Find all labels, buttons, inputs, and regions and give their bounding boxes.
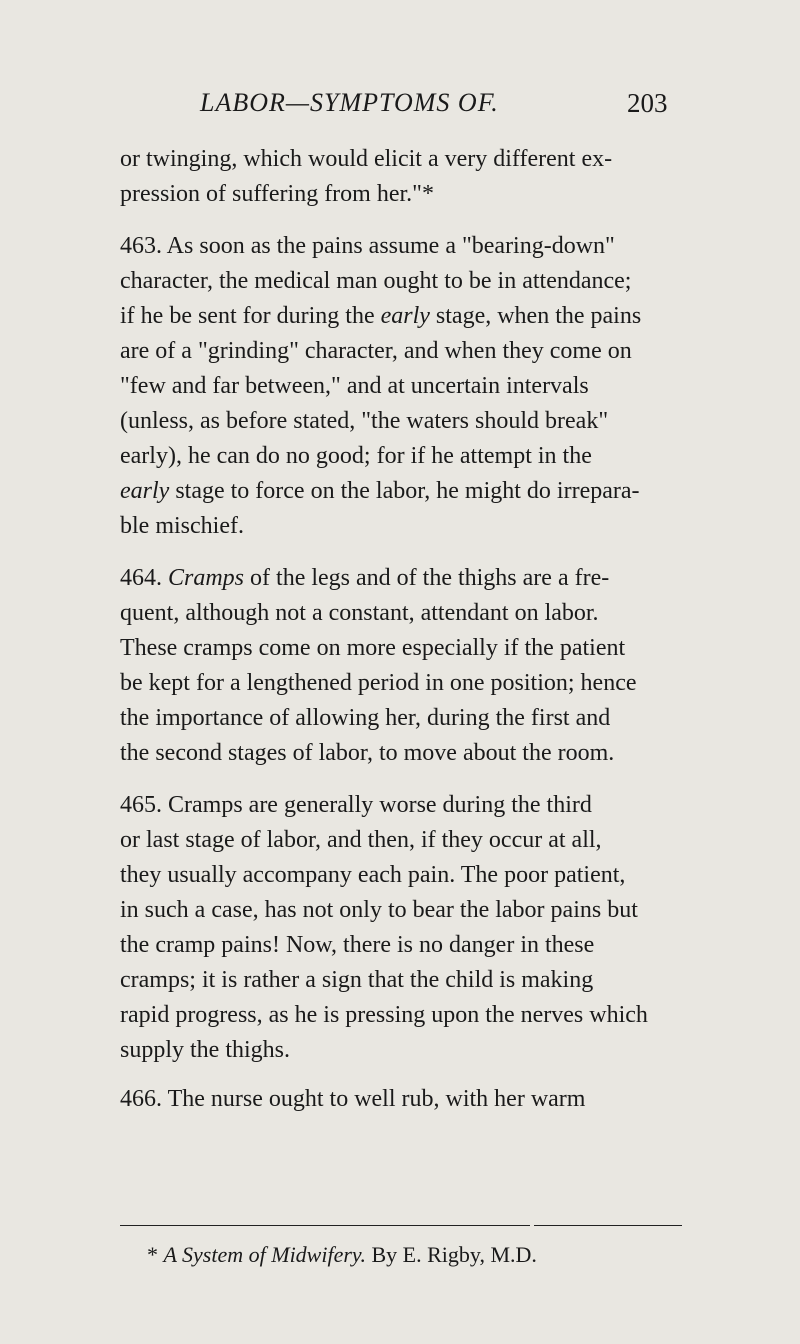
emphasis-cramps: Cramps [168,565,245,591]
text-line: be kept for a lengthened period in one position; hence [120,670,637,696]
text-line: pression of suffering from her."* [120,181,434,207]
footnote [147,1242,537,1268]
text-line: character, the medical man ought to be in attendance; [120,268,632,294]
text-line: the cramp pains! Now, there is no danger in these [120,932,595,958]
paragraph-463 [120,229,682,544]
text-line: supply the thighs. [120,1037,291,1063]
text-run: of the legs and of the thighs are a fre- [244,565,610,591]
text-line: 463. As soon as the pains assume a "bearing-down" [120,233,615,259]
text-line: These cramps come on more especially if the patient [120,635,626,661]
paragraph-466 [120,1082,682,1117]
text-line: quent, although not a constant, attendant on labor. [120,600,599,626]
footnote-marker: * [147,1242,164,1267]
running-head: LABOR—SYMPTOMS OF. [200,88,499,117]
text-line: 466. The nurse ought to well rub, with her warm [120,1086,586,1112]
emphasis-early: early [120,478,170,504]
text-line: or last stage of labor, and then, if they occur at all, [120,827,602,853]
paragraph-continued [120,142,682,212]
emphasis-early: early [380,303,430,329]
text-line: 465. Cramps are generally worse during the third [120,792,592,818]
text-line: in such a case, has not only to bear the labor pains but [120,897,638,923]
footnote-rule [120,1225,530,1226]
footnote-author: By E. Rigby, M.D. [365,1242,537,1267]
text-line: the importance of allowing her, during the first and [120,705,611,731]
footnote-rule [534,1225,682,1226]
text-run: stage, when the pains [429,303,642,329]
text-line: ble mischief. [120,513,244,539]
text-line [120,561,682,596]
page-header [0,88,800,118]
text-line: they usually accompany each pain. The poor patient, [120,862,626,888]
text-run: stage to force on the labor, he might do irrepara- [169,478,640,504]
text-line: cramps; it is rather a sign that the child is making [120,967,594,993]
text-line: are of a "grinding" character, and when they come on [120,338,632,364]
text-line [120,474,682,509]
text-line: "few and far between," and at uncertain intervals [120,373,589,399]
text-line: the second stages of labor, to move about the room. [120,740,615,766]
paragraph-464 [120,561,682,771]
paragraph-465 [120,788,682,1068]
text-line: (unless, as before stated, "the waters should break" [120,408,609,434]
text-line: or twinging, which would elicit a very different ex- [120,146,613,172]
text-line: rapid progress, as he is pressing upon the nerves which [120,1002,648,1028]
text-line: early), he can do no good; for if he attempt in the [120,443,592,469]
text-run: if he be sent for during the [120,303,381,329]
text-run: 464. [120,565,168,591]
page-number: 203 [627,88,668,118]
body-text [120,142,682,1117]
text-line [120,299,682,334]
footnote-title: A System of Midwifery. [163,1242,366,1267]
